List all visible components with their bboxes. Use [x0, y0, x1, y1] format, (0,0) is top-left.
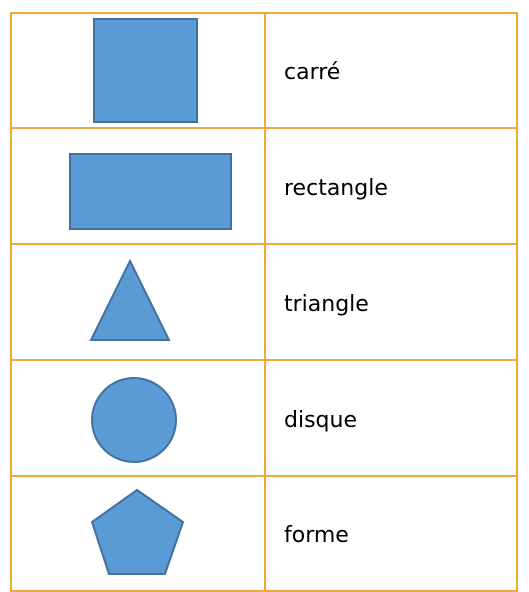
table-row — [11, 244, 517, 360]
shape-label-cell — [265, 244, 517, 360]
table-row — [11, 128, 517, 244]
pentagon-icon — [12, 477, 264, 590]
rectangle-icon — [12, 129, 264, 243]
shape-cell — [11, 128, 265, 244]
shapes-table — [10, 12, 518, 592]
shape-label: forme — [284, 523, 349, 548]
table-row — [11, 476, 517, 591]
square-icon — [12, 14, 264, 127]
shape-label: rectangle — [284, 175, 388, 201]
shape-cell — [11, 13, 265, 128]
shape-cell — [11, 244, 265, 360]
circle-icon — [12, 361, 264, 475]
shape-label-cell — [265, 476, 517, 591]
shape-cell — [11, 476, 265, 591]
shape-label: carré — [284, 60, 341, 85]
table-row — [11, 13, 517, 128]
table-row — [11, 360, 517, 476]
shape-label: disque — [284, 407, 357, 433]
shape-label: triangle — [284, 291, 369, 317]
triangle-icon — [12, 245, 264, 359]
shape-label-cell — [265, 128, 517, 244]
shape-cell — [11, 360, 265, 476]
shape-label-cell — [265, 360, 517, 476]
shape-label-cell — [265, 13, 517, 128]
